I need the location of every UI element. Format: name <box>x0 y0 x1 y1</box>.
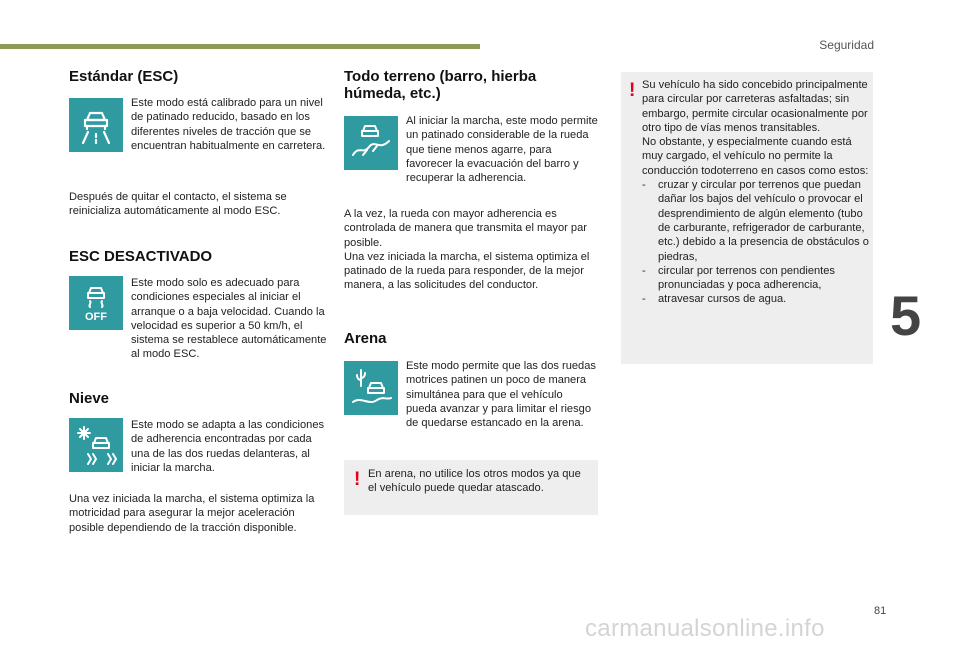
traction-road-icon <box>69 98 123 152</box>
sand-mode-icon <box>344 361 398 415</box>
warning-exclamation-icon: ! <box>354 469 361 490</box>
esc-after-text: Después de quitar el contacto, el sistema se reinicializa automáticamente al modo ESC. <box>69 191 287 218</box>
mud-mode-icon <box>344 116 398 170</box>
esc-title: Estándar (ESC) <box>69 68 179 85</box>
snow-description: Este modo se adapta a las condiciones de adherencia encontradas por cada una de las dos ruedas delanteras, al iniciar la marcha. <box>131 419 325 474</box>
offroad-warning-box <box>621 72 873 364</box>
esc-off-title: ESC DESACTIVADO <box>69 248 213 265</box>
sand-description: Este modo permite que las dos ruedas motrices patinen un poco de manera simultánea para que el vehículo pueda avanzar y para limitar el riesgo de quedarse estancado en la arena. <box>406 360 596 430</box>
mud-title: Todo terreno (barro, hierba húmeda, etc.) <box>344 68 537 102</box>
page-number: 81 <box>874 605 887 617</box>
warning-exclamation-icon: ! <box>629 80 636 101</box>
header-accent-bar <box>0 44 480 49</box>
chapter-number: 5 <box>890 284 922 347</box>
offroad-warning-content <box>642 78 870 307</box>
esc-description: Este modo está calibrado para un nivel de patinado reducido, basado en los diferentes niveles de tracción que se encuentran habitualmente en carretera. <box>131 97 326 152</box>
snow-after-text: Una vez iniciada la marcha, el sistema optimiza la motricidad para asegurar la mejor aceleración posible dependiendo de la tracción disponible. <box>69 493 315 534</box>
sand-title: Arena <box>344 330 387 347</box>
list-item: - cruzar y circular por terrenos que puedan dañar los bajos del vehículo o provocar el desprendimiento de algún elemento (tubo de carburante, refrigerador de carburante, etc.) debido a la presencia de obstáculos o piedras, <box>642 179 869 263</box>
esc-off-description: Este modo solo es adecuado para condiciones especiales al iniciar el arranque o a baja velocidad. Cuando la velocidad es superior a 50 km/h, el sistema se restablece automáticamente al modo ESC. <box>131 277 327 361</box>
sand-warning-text: En arena, no utilice los otros modos ya que el vehículo puede quedar atascado. <box>368 468 581 495</box>
footer-watermark: carmanualsonline.info <box>585 615 825 642</box>
esc-off-icon <box>69 276 123 330</box>
mud-description: Al iniciar la marcha, este modo permite un patinado considerable de la rueda que tiene menos agarre, para favorecer la evacuación del barro y recuperar la adherencia. <box>406 115 598 185</box>
list-item: - atravesar cursos de agua. <box>642 293 787 306</box>
list-item: - circular por terrenos con pendientes pronunciadas y poca adherencia, <box>642 264 835 292</box>
esc-off-icon-label: OFF <box>85 311 107 323</box>
snow-mode-icon <box>69 418 123 472</box>
section-title: Seguridad <box>819 38 874 52</box>
mud-after-text: A la vez, la rueda con mayor adherencia es controlada de manera que transmita el mayor par posible. Una vez iniciada la marcha, el sistema optimiza el patinado de la rueda para responder, de la mejor manera, a las solicitudes del conductor. <box>344 208 590 292</box>
offroad-warning-list <box>642 178 870 307</box>
snow-title: Nieve <box>69 390 110 407</box>
offroad-warning-intro: Su vehículo ha sido concebido principalmente para circular por carreteras asfaltadas; sin embargo, permite circular ocasionalmente por otro tipo de vías menos transitables. No obstante, y especialmente cuando está muy cargado, el vehículo no permite la conducción todoterreno en casos como estos: <box>642 79 869 177</box>
sand-warning-box <box>344 460 598 515</box>
